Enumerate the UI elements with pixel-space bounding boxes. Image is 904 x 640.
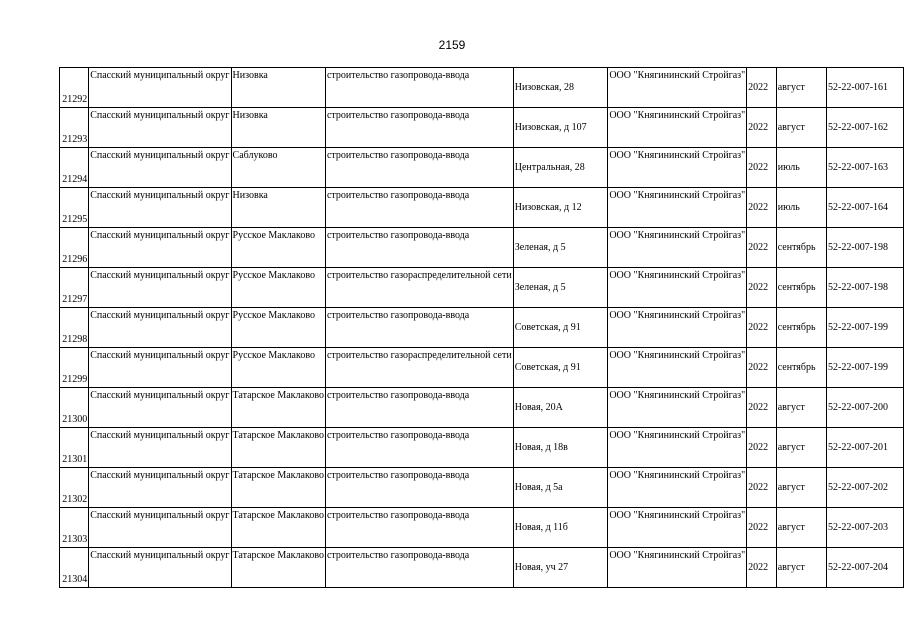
work-type-cell: строительство газопровода-ввода: [325, 548, 513, 588]
code-cell: 52-22-007-163: [827, 148, 904, 188]
district-cell: Спасский муниципальный округ: [89, 308, 231, 348]
district-cell: Спасский муниципальный округ: [89, 228, 231, 268]
village-cell: Низовка: [231, 68, 325, 108]
year-cell: 2022: [747, 428, 777, 468]
table-row: [60, 428, 904, 468]
district-cell: Спасский муниципальный округ: [89, 68, 231, 108]
contractor-cell: ООО "Княгининский Стройгаз": [608, 468, 747, 508]
contractor-cell: ООО "Княгининский Стройгаз": [608, 228, 747, 268]
work-type-cell: строительство газопровода-ввода: [325, 228, 513, 268]
district-cell: Спасский муниципальный округ: [89, 428, 231, 468]
address-cell: Новая, д 11б: [513, 508, 608, 548]
village-cell: Татарское Маклаково: [231, 388, 325, 428]
month-cell: сентябрь: [776, 348, 826, 388]
work-type-cell: строительство газопровода-ввода: [325, 148, 513, 188]
row-number: 21298: [60, 308, 89, 348]
code-cell: 52-22-007-198: [827, 228, 904, 268]
table-row: [60, 188, 904, 228]
year-cell: 2022: [747, 188, 777, 228]
district-cell: Спасский муниципальный округ: [89, 548, 231, 588]
month-cell: август: [776, 388, 826, 428]
year-cell: 2022: [747, 268, 777, 308]
page-number: 2159: [438, 38, 466, 52]
address-cell: Новая, 20А: [513, 388, 608, 428]
row-number: 21300: [60, 388, 89, 428]
code-cell: 52-22-007-162: [827, 108, 904, 148]
year-cell: 2022: [747, 68, 777, 108]
year-cell: 2022: [747, 148, 777, 188]
contractor-cell: ООО "Княгининский Стройгаз": [608, 268, 747, 308]
table-row: [60, 268, 904, 308]
month-cell: август: [776, 508, 826, 548]
village-cell: Низовка: [231, 188, 325, 228]
contractor-cell: ООО "Княгининский Стройгаз": [608, 348, 747, 388]
month-cell: сентябрь: [776, 268, 826, 308]
address-cell: Новая, д 18в: [513, 428, 608, 468]
month-cell: август: [776, 108, 826, 148]
row-number: 21297: [60, 268, 89, 308]
address-cell: Зеленая, д 5: [513, 268, 608, 308]
work-type-cell: строительство газопровода-ввода: [325, 428, 513, 468]
year-cell: 2022: [747, 468, 777, 508]
code-cell: 52-22-007-199: [827, 308, 904, 348]
work-type-cell: строительство газопровода-ввода: [325, 308, 513, 348]
year-cell: 2022: [747, 108, 777, 148]
village-cell: Татарское Маклаково: [231, 508, 325, 548]
village-cell: Русское Маклаково: [231, 228, 325, 268]
year-cell: 2022: [747, 228, 777, 268]
district-cell: Спасский муниципальный округ: [89, 148, 231, 188]
village-cell: Татарское Маклаково: [231, 548, 325, 588]
code-cell: 52-22-007-198: [827, 268, 904, 308]
contractor-cell: ООО "Княгининский Стройгаз": [608, 548, 747, 588]
code-cell: 52-22-007-201: [827, 428, 904, 468]
row-number: 21295: [60, 188, 89, 228]
address-cell: Новая, уч 27: [513, 548, 608, 588]
row-number: 21292: [60, 68, 89, 108]
month-cell: август: [776, 68, 826, 108]
address-cell: Низовская, 28: [513, 68, 608, 108]
row-number: 21294: [60, 148, 89, 188]
address-cell: Советская, д 91: [513, 348, 608, 388]
row-number: 21299: [60, 348, 89, 388]
address-cell: Низовская, д 107: [513, 108, 608, 148]
district-cell: Спасский муниципальный округ: [89, 188, 231, 228]
village-cell: Татарское Маклаково: [231, 468, 325, 508]
table-row: [60, 388, 904, 428]
table-row: [60, 228, 904, 268]
row-number: 21304: [60, 548, 89, 588]
row-number: 21293: [60, 108, 89, 148]
village-cell: Русское Маклаково: [231, 268, 325, 308]
table-row: [60, 348, 904, 388]
registry-table: [59, 67, 904, 588]
contractor-cell: ООО "Княгининский Стройгаз": [608, 388, 747, 428]
table-row: [60, 308, 904, 348]
work-type-cell: строительство газопровода-ввода: [325, 108, 513, 148]
address-cell: Зеленая, д 5: [513, 228, 608, 268]
address-cell: Новая, д 5а: [513, 468, 608, 508]
code-cell: 52-22-007-204: [827, 548, 904, 588]
year-cell: 2022: [747, 308, 777, 348]
address-cell: Центральная, 28: [513, 148, 608, 188]
code-cell: 52-22-007-203: [827, 508, 904, 548]
code-cell: 52-22-007-202: [827, 468, 904, 508]
work-type-cell: строительство газопровода-ввода: [325, 468, 513, 508]
contractor-cell: ООО "Княгининский Стройгаз": [608, 68, 747, 108]
village-cell: Низовка: [231, 108, 325, 148]
table-row: [60, 148, 904, 188]
row-number: 21302: [60, 468, 89, 508]
district-cell: Спасский муниципальный округ: [89, 348, 231, 388]
year-cell: 2022: [747, 388, 777, 428]
address-cell: Советская, д 91: [513, 308, 608, 348]
month-cell: сентябрь: [776, 228, 826, 268]
contractor-cell: ООО "Княгининский Стройгаз": [608, 188, 747, 228]
code-cell: 52-22-007-200: [827, 388, 904, 428]
contractor-cell: ООО "Княгининский Стройгаз": [608, 108, 747, 148]
table-row: [60, 508, 904, 548]
year-cell: 2022: [747, 548, 777, 588]
table-body: [60, 68, 904, 588]
work-type-cell: строительство газопровода-ввода: [325, 388, 513, 428]
month-cell: июль: [776, 148, 826, 188]
contractor-cell: ООО "Княгининский Стройгаз": [608, 148, 747, 188]
work-type-cell: строительство газораспределительной сети: [325, 268, 513, 308]
district-cell: Спасский муниципальный округ: [89, 268, 231, 308]
code-cell: 52-22-007-199: [827, 348, 904, 388]
year-cell: 2022: [747, 508, 777, 548]
village-cell: Татарское Маклаково: [231, 428, 325, 468]
work-type-cell: строительство газопровода-ввода: [325, 68, 513, 108]
table-row: [60, 468, 904, 508]
month-cell: август: [776, 468, 826, 508]
code-cell: 52-22-007-164: [827, 188, 904, 228]
village-cell: Саблуково: [231, 148, 325, 188]
village-cell: Русское Маклаково: [231, 308, 325, 348]
district-cell: Спасский муниципальный округ: [89, 108, 231, 148]
work-type-cell: строительство газопровода-ввода: [325, 508, 513, 548]
month-cell: август: [776, 548, 826, 588]
row-number: 21303: [60, 508, 89, 548]
month-cell: август: [776, 428, 826, 468]
district-cell: Спасский муниципальный округ: [89, 388, 231, 428]
row-number: 21301: [60, 428, 89, 468]
work-type-cell: строительство газопровода-ввода: [325, 188, 513, 228]
contractor-cell: ООО "Княгининский Стройгаз": [608, 428, 747, 468]
table-row: [60, 68, 904, 108]
year-cell: 2022: [747, 348, 777, 388]
contractor-cell: ООО "Княгининский Стройгаз": [608, 508, 747, 548]
month-cell: июль: [776, 188, 826, 228]
table-row: [60, 548, 904, 588]
work-type-cell: строительство газораспределительной сети: [325, 348, 513, 388]
table-row: [60, 108, 904, 148]
contractor-cell: ООО "Княгининский Стройгаз": [608, 308, 747, 348]
district-cell: Спасский муниципальный округ: [89, 468, 231, 508]
address-cell: Низовская, д 12: [513, 188, 608, 228]
district-cell: Спасский муниципальный округ: [89, 508, 231, 548]
row-number: 21296: [60, 228, 89, 268]
month-cell: сентябрь: [776, 308, 826, 348]
code-cell: 52-22-007-161: [827, 68, 904, 108]
village-cell: Русское Маклаково: [231, 348, 325, 388]
